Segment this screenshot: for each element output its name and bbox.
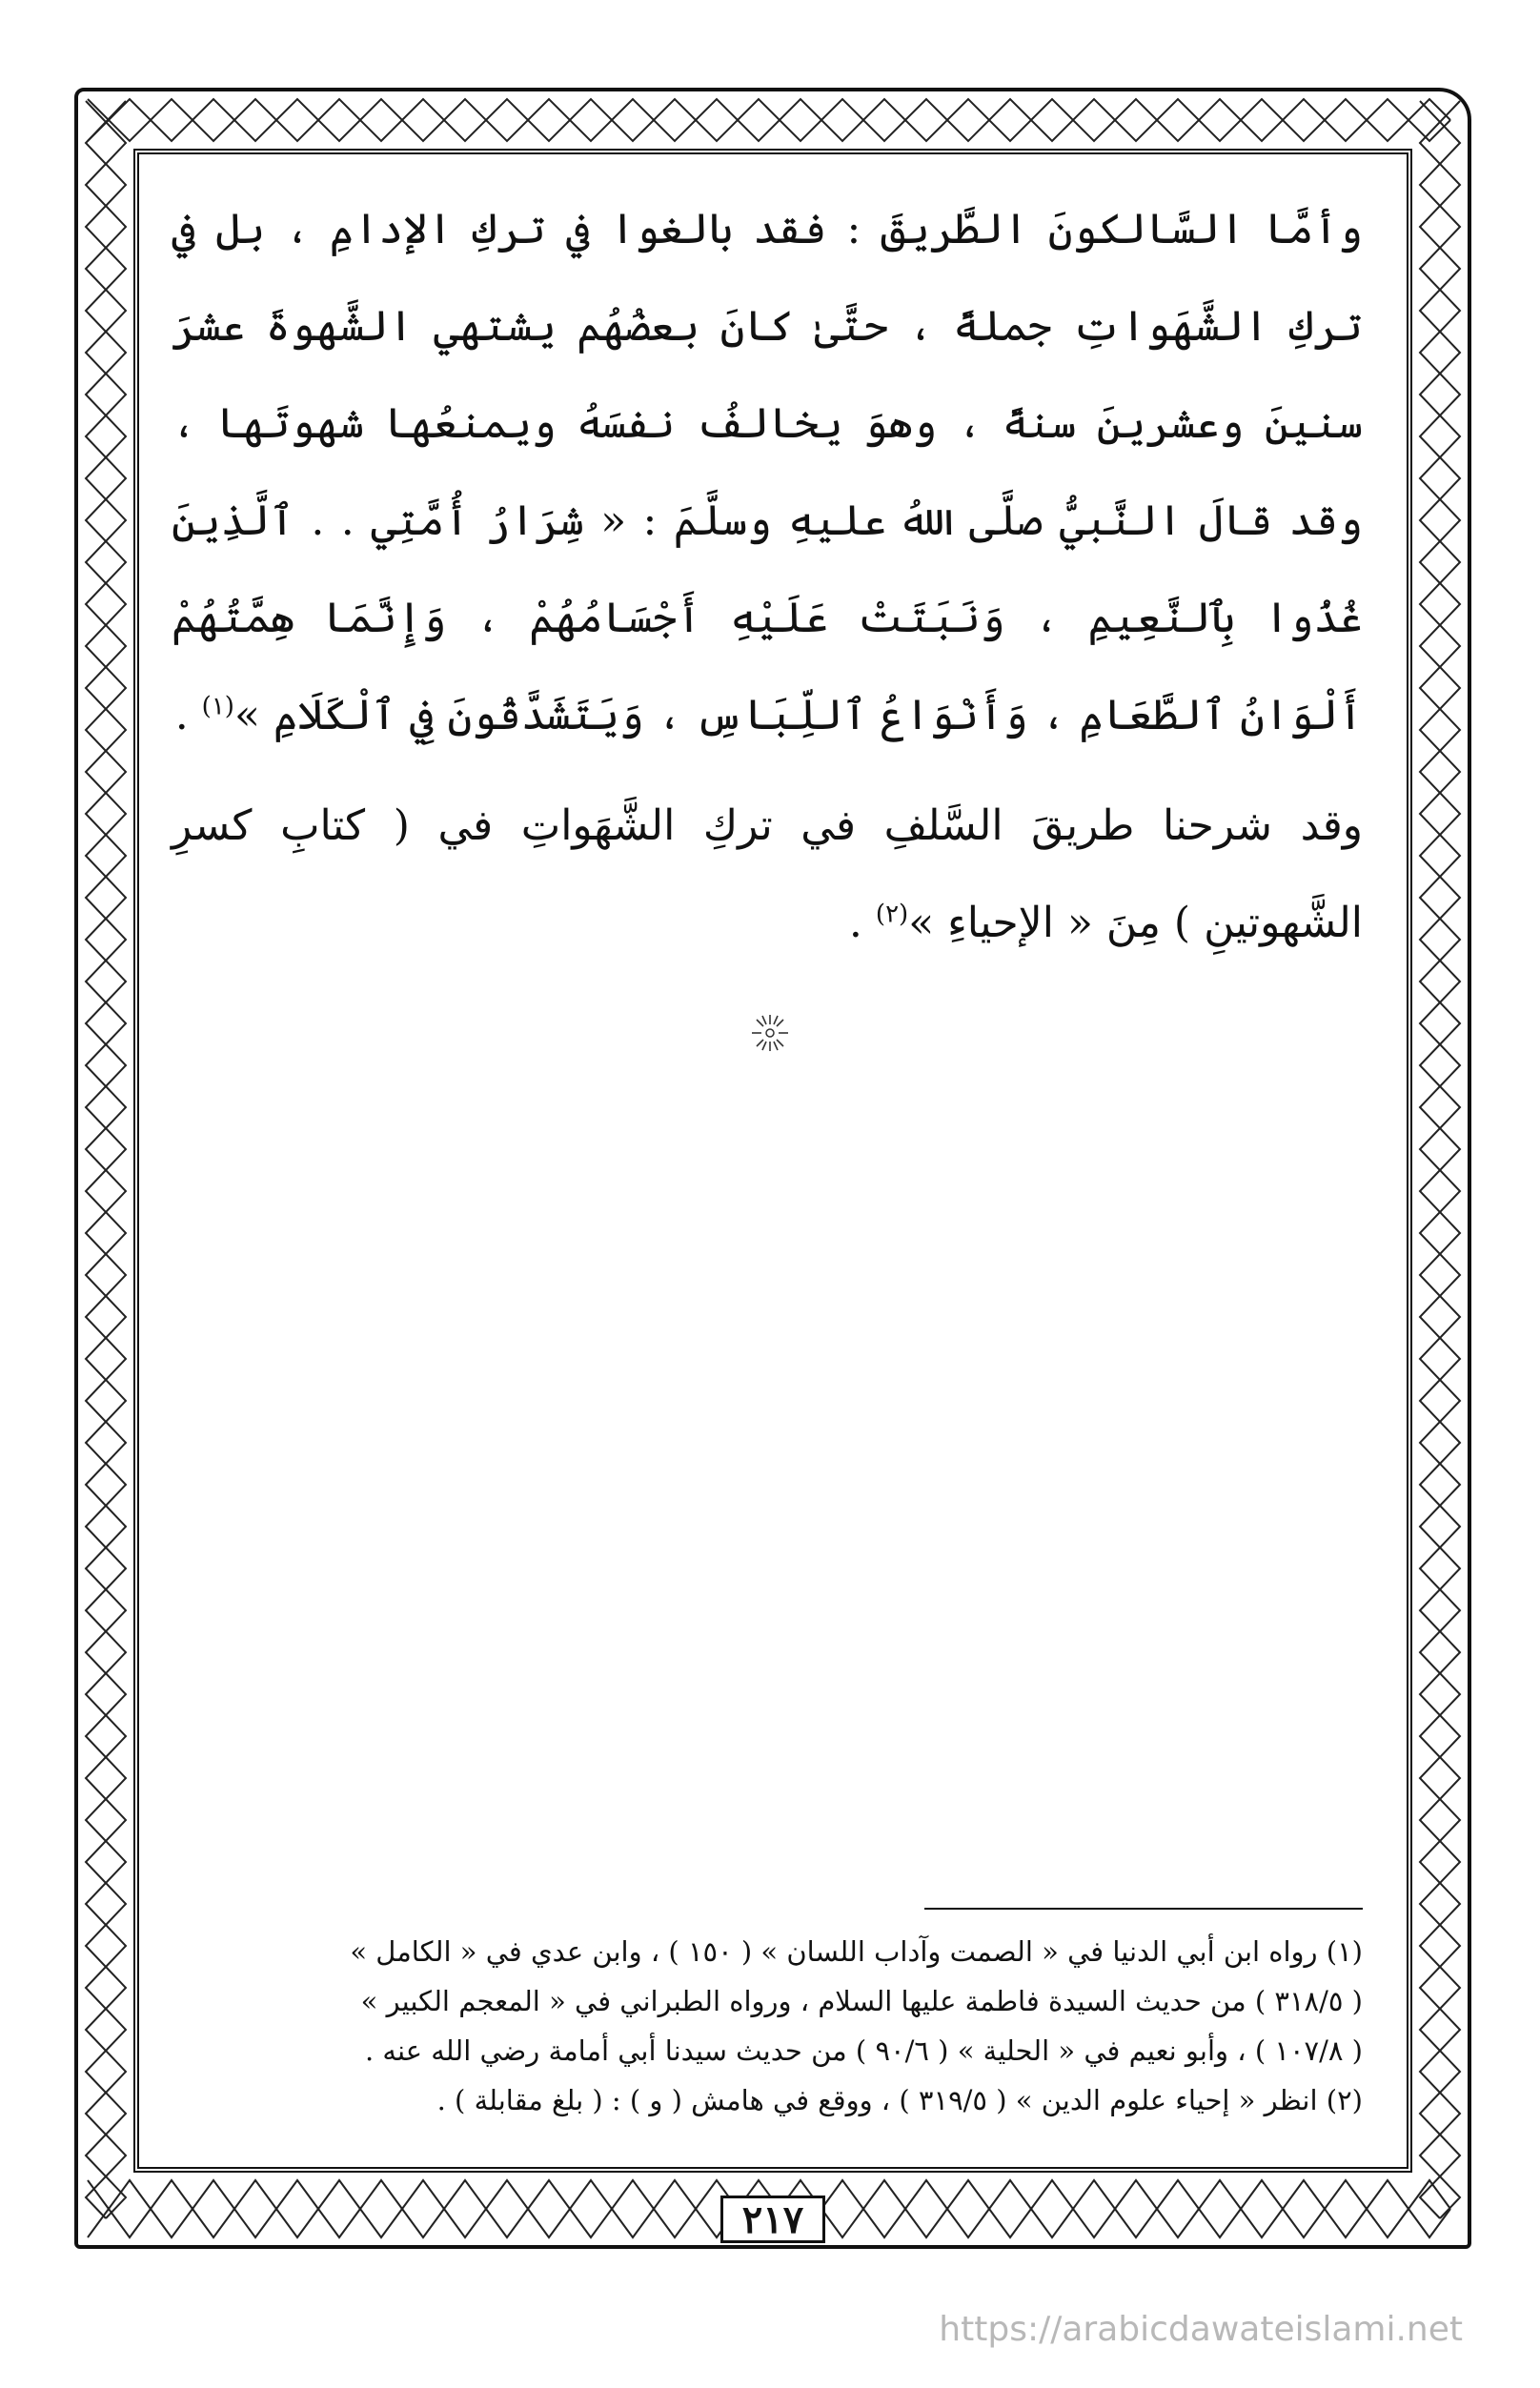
border-ornament	[86, 101, 106, 2218]
footnote-line: ( ٣١٨/٥ ) من حديث السيدة فاطمة عليها السلام ، ورواه الطبراني في « المعجم الكبير »	[360, 1985, 1363, 2017]
border-ornament	[1440, 101, 1460, 2218]
paragraph-2	[172, 778, 1363, 972]
watermark-url: https://arabicdawateislami.net	[939, 2310, 1463, 2349]
section-ornament-icon	[749, 1012, 791, 1054]
border-ornament	[1420, 101, 1440, 2218]
border-ornament	[88, 99, 1450, 120]
footnote-ref-1: (١)	[201, 692, 234, 721]
paragraph-1-end: .	[174, 691, 202, 739]
footnote-divider	[924, 1908, 1363, 1910]
border-ornament	[88, 120, 1450, 141]
footnote-ref-2: (٢)	[875, 900, 909, 929]
page-number: ٢١٧	[720, 2196, 825, 2243]
paragraph-1-text: وأمَّا السَّالكونَ الطَّريقَ : فقد بالغوا في تركِ الإدامِ ، بل في تركِ الشَّهَواتِ جملةً ، حتَّىٰ كانَ بعضُهُم يشتهي الشَّهوةَ عشرَ سنينَ وعشرينَ سنةً ، وهوَ يخالفُ نفسَهُ ويمنعُها شهوتَها ، وقد قالَ النَّبيُّ صلَّى اللهُ عليهِ وسلَّمَ : « شِرَارُ أُمَّتِي . . ٱلَّذِينَ غُذُوا بِٱلنَّعِيمِ ، وَنَبَتَتْ عَلَيْهِ أَجْسَامُهُمْ ، وَإِنَّمَا هِمَّتُهُمْ أَلْوَانُ ٱلطَّعَامِ ، وَأَنْوَاعُ ٱللِّبَاسِ ، وَيَتَشَدَّقُونَ فِي ٱلْكَلَامِ »	[172, 205, 1363, 739]
paragraph-2-text: وقد شرحنا طريقَ السَّلفِ في تركِ الشَّهَواتِ في ( كتابِ كسرِ الشَّهوتينِ ) مِنَ « الإحياءِ »	[172, 801, 1363, 947]
footnote-line: (١) رواه ابن أبي الدنيا في « الصمت وآداب اللسان » ( ١٥٠ ) ، وابن عدي في « الكامل »	[350, 1935, 1363, 1968]
footnote-line: ( ١٠٧/٨ ) ، وأبو نعيم في « الحلية » ( ٩٠/٦ ) من حديث سيدنا أبي أمامة رضي الله عنه .	[364, 2034, 1363, 2067]
paragraph-2-end: .	[848, 899, 876, 947]
paragraph-1	[172, 181, 1363, 764]
footnote-line: (٢) انظر « إحياء علوم الدين » ( ٣١٩/٥ ) ، ووقع في هامش ( و ) : ( بلغ مقابلة ) .	[436, 2084, 1363, 2116]
footnotes	[191, 1927, 1363, 2125]
border-ornament	[106, 101, 126, 2218]
main-text	[172, 181, 1363, 972]
